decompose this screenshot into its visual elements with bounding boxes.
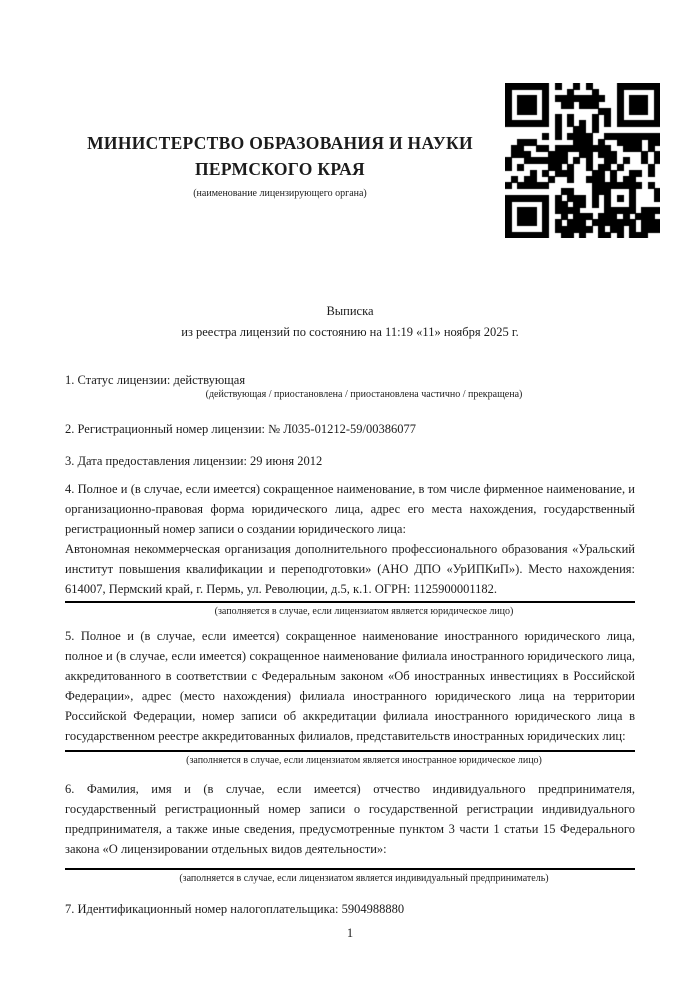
document-title	[65, 301, 635, 343]
title-line1: Выписка	[326, 304, 374, 318]
item-text: 2. Регистрационный номер лицензии: № Л035-01212-59/00386077	[65, 422, 416, 436]
fill-in-rule	[65, 750, 635, 752]
item-caption: (действующая / приостановлена / приостановлена частично / прекращена)	[205, 389, 523, 400]
item-caption: (заполняется в случае, если лицензиатом является индивидуальный предприниматель)	[179, 873, 549, 884]
item-text: 6. Фамилия, имя и (в случае, если имеется) отчество индивидуального предпринимателя, государственный регистрационный номер записи о государственной регистрации индивидуального предпринимателя, а также иные сведения, предусмотренные пунктом 3 части 1 статьи 15 Федерального закона «О лицензировании отдельных видов деятельности»:	[65, 782, 635, 856]
item-foreign-entity	[65, 626, 635, 767]
item-license-status	[65, 370, 635, 390]
ministry-name-line2: ПЕРМСКОГО КРАЯ	[195, 159, 365, 179]
item-license-status-caption	[65, 389, 635, 401]
item-text: 1. Статус лицензии: действующая	[65, 373, 246, 387]
item-registration-number	[65, 419, 635, 439]
item-text: 3. Дата предоставления лицензии: 29 июня 2012	[65, 454, 323, 468]
item-value: Автономная некоммерческая организация дополнительного профессионального образования «Уральский институт повышения квалификации и переподготовки» (АНО ДПО «УрИПКиП»). Место нахождения: 614007, Пермский край, г. Пермь, ул. Революции, д.5, к.1. ОГРН: 1125900001182.	[65, 542, 635, 596]
item-caption: (заполняется в случае, если лицензиатом является иностранное юридическое лицо)	[186, 755, 542, 766]
item-caption: (заполняется в случае, если лицензиатом является юридическое лицо)	[214, 606, 514, 617]
title-line2: из реестра лицензий по состоянию на 11:19 «11» ноября 2025 г.	[181, 325, 519, 339]
fill-in-rule	[65, 601, 635, 603]
ministry-name-line1: МИНИСТЕРСТВО ОБРАЗОВАНИЯ И НАУКИ	[87, 133, 473, 153]
document-header	[60, 130, 500, 200]
licensing-authority-caption: (наименование лицензирующего органа)	[193, 188, 367, 199]
item-text: 4. Полное и (в случае, если имеется) сокращенное наименование, в том числе фирменное наименование, и организационно-правовая форма юридического лица, адрес его места нахождения, государственный регистрационный номер записи о создании юридического лица:	[65, 482, 635, 536]
item-text: 7. Идентификационный номер налогоплательщика: 5904988880	[65, 902, 405, 916]
item-text: 5. Полное и (в случае, если имеется) сокращенное наименование иностранного юридического лица, полное и (в случае, если имеется) сокращенное наименование филиала иностранного юридического лица, аккредитованного в соответствии с Федеральным законом «Об иностранных инвестициях в Российской Федерации», адрес (место нахождения) филиала иностранного юридического лица на территории Российской Федерации, номер записи об аккредитации филиала иностранного юридического лица в государственном реестре аккредитованных филиалов, представительств иностранных юридических лиц:	[65, 629, 635, 743]
item-individual-entrepreneur	[65, 779, 635, 885]
item-license-date	[65, 451, 635, 471]
qr-code	[505, 83, 660, 238]
fill-in-rule	[65, 868, 635, 870]
item-legal-entity	[65, 479, 635, 618]
item-taxpayer-number	[65, 899, 635, 919]
page-number: 1	[346, 926, 354, 940]
